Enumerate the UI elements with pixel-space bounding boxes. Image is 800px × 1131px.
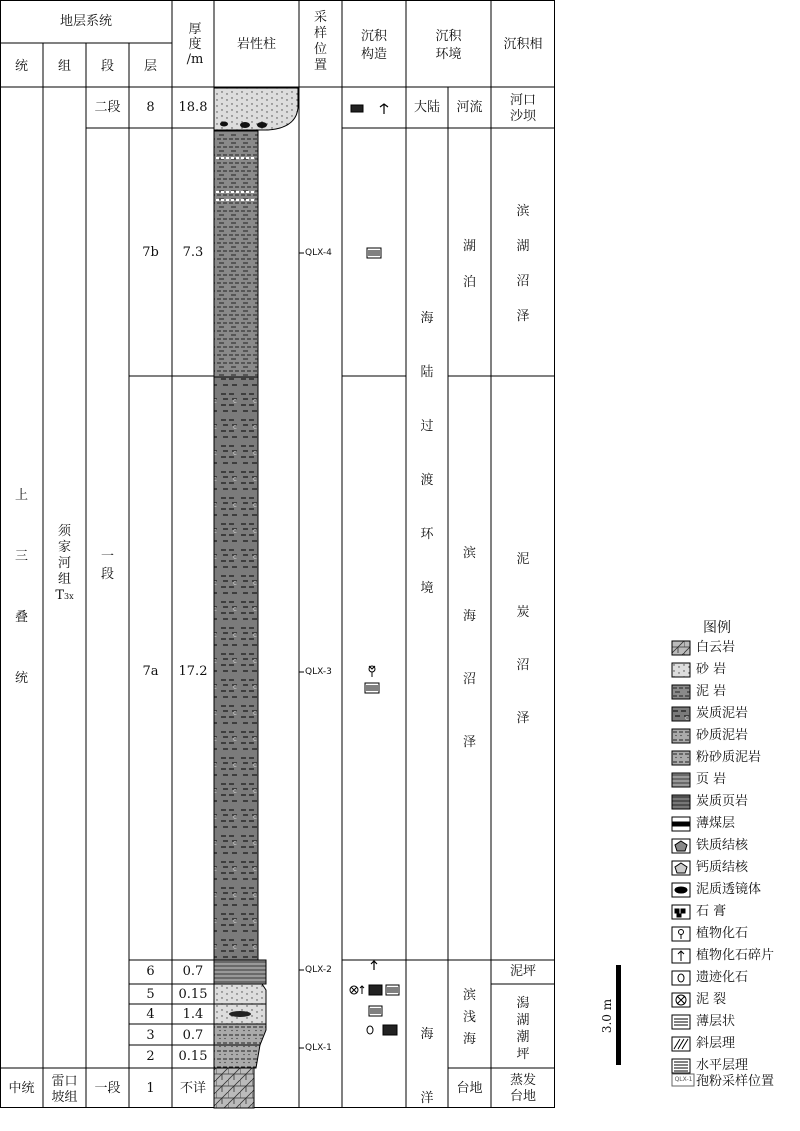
sample-ticks <box>299 253 304 1048</box>
structure-symbols <box>350 104 399 1035</box>
legend-item: 斜层理 <box>696 1036 736 1051</box>
env-continent: 大陆 <box>413 100 440 115</box>
facies-lakeshore-swamp: 滨 湖 沼 泽 <box>516 204 530 324</box>
legend-item: 炭质泥岩 <box>696 706 749 721</box>
facies-estuary-sandbar: 河口 沙坝 <box>509 93 536 124</box>
legend-item: 植物化石 <box>696 926 749 941</box>
mud-crack-icon <box>351 105 363 112</box>
lithology-column <box>214 88 298 1108</box>
env-ocean: 海 洋 <box>420 1027 434 1106</box>
thickness-value: 0.15 <box>178 1049 208 1064</box>
legend-item: 砂 岩 <box>696 662 727 677</box>
layer-1-dolomite <box>214 1068 254 1108</box>
thickness-value: 1.4 <box>182 1007 204 1022</box>
member-1-lower: 一段 <box>94 1081 121 1096</box>
header-sampling-position: 采 样 位 置 <box>313 10 327 73</box>
legend-item: 薄煤层 <box>696 816 736 831</box>
layer-label: 7a <box>142 664 159 679</box>
sample-position-icon-text: QLX-1 <box>674 1076 693 1083</box>
horizontal-bedding-icon <box>365 683 379 693</box>
env-coastal-swamp: 滨 海 沼 泽 <box>462 546 476 750</box>
horizontal-bedding-icon <box>369 985 382 995</box>
legend-item: 钙质结核 <box>696 860 749 875</box>
formation-leikoupo: 雷口 坡组 <box>51 1074 78 1105</box>
layer-2-silty-mudstone <box>214 1045 260 1068</box>
thickness-value: 18.8 <box>178 100 208 115</box>
header-lithology-column: 岩性柱 <box>236 37 276 52</box>
legend-item: 薄层状 <box>696 1014 736 1029</box>
plant-fragment-icon <box>380 104 388 114</box>
legend-title: 图例 <box>703 620 731 636</box>
layer-5-sandstone <box>214 984 266 1004</box>
series-middle: 中统 <box>8 1081 35 1096</box>
legend-item: 石 膏 <box>696 904 727 919</box>
scale-bar <box>616 965 621 1065</box>
mud-crack-icon <box>350 986 358 994</box>
header-formation: 组 <box>57 59 71 74</box>
series-upper-triassic: 上 三 叠 统 <box>14 488 28 686</box>
member-1: 一 段 <box>100 549 114 582</box>
legend-item: 水平层理 <box>696 1058 749 1073</box>
facies-mud-coal-swamp: 泥 炭 沼 泽 <box>516 552 530 726</box>
header-sed-structure: 沉积 构造 <box>360 29 387 62</box>
header-thickness: 厚 度 /m <box>186 22 204 67</box>
header-sed-facies: 沉积相 <box>503 37 543 52</box>
thickness-value: 不详 <box>179 1081 206 1096</box>
header-layer: 层 <box>143 59 157 74</box>
trace-fossil-icon <box>367 1026 373 1034</box>
env-transition: 海 陆 过 渡 环 境 <box>420 311 434 596</box>
legend-item: 炭质页岩 <box>696 794 749 809</box>
thickness-value: 17.2 <box>178 664 208 679</box>
legend-item: 植物化石碎片 <box>696 948 775 963</box>
thickness-value: 7.3 <box>182 245 204 260</box>
env-river: 河流 <box>456 100 483 115</box>
legend-icons <box>672 641 694 1086</box>
thickness-value: 0.15 <box>178 987 208 1002</box>
header-sed-environment: 沉积 环境 <box>435 29 462 62</box>
layer-label: 3 <box>146 1028 155 1043</box>
layer-label: 5 <box>146 987 155 1002</box>
legend-item: 粉砂质泥岩 <box>696 750 762 765</box>
plant-fragment-icon <box>371 961 377 970</box>
env-lake: 湖 泊 <box>462 239 476 290</box>
formation-xujiahe: 须 家 河 组 T3x <box>55 524 74 603</box>
horizontal-bedding-icon <box>386 985 399 995</box>
layer-6-shale <box>214 960 266 984</box>
layer-label: 1 <box>146 1081 155 1096</box>
layer-7a-carbonaceous-mudstone <box>214 377 258 960</box>
horizontal-bedding-icon <box>367 248 381 258</box>
legend-item: 遗迹化石 <box>696 970 749 985</box>
layer-label: 2 <box>146 1049 155 1064</box>
env-coastal-shallow-sea: 滨 浅 海 <box>462 988 476 1047</box>
layer-label: 4 <box>146 1007 155 1022</box>
scale-label: 3.0 m <box>600 998 614 1034</box>
horizontal-bedding-icon <box>369 1006 382 1016</box>
legend-item: 泥 裂 <box>696 992 727 1007</box>
layer-7b-mudstone <box>214 131 258 377</box>
layer-3-silty-mudstone <box>214 1024 266 1045</box>
header-member: 段 <box>100 59 114 74</box>
layer-label: 8 <box>146 100 155 115</box>
legend-item: 泥 岩 <box>696 684 727 699</box>
legend-item: 泥质透镜体 <box>696 882 762 897</box>
member-2: 二段 <box>94 100 121 115</box>
thickness-value: 0.7 <box>182 964 204 979</box>
sample-label: QLX-4 <box>305 248 332 258</box>
env-platform: 台地 <box>456 1081 483 1096</box>
horizontal-bedding-icon <box>383 1025 397 1035</box>
layer-label: 6 <box>146 964 155 979</box>
plant-fossil-icon <box>369 666 375 677</box>
thickness-value: 0.7 <box>182 1028 204 1043</box>
sample-label: QLX-1 <box>305 1043 332 1053</box>
header-series: 统 <box>14 59 28 74</box>
legend-item: 砂质泥岩 <box>696 728 749 743</box>
legend-item: 孢粉采样位置 <box>696 1074 775 1089</box>
facies-evaporite-platform: 蒸发 台地 <box>509 1073 536 1104</box>
legend-item: 铁质结核 <box>696 838 749 853</box>
facies-lagoon-tidal-flat: 潟 湖 潮 坪 <box>516 996 530 1062</box>
sample-label: QLX-2 <box>305 965 332 975</box>
plant-fragment-icon <box>360 986 364 994</box>
facies-mud-flat: 泥坪 <box>509 964 536 979</box>
legend-item: 白云岩 <box>696 640 736 655</box>
layer-label: 7b <box>142 245 159 260</box>
sample-label: QLX-3 <box>305 667 332 677</box>
legend-item: 页 岩 <box>696 772 727 787</box>
header-stratigraphic-system: 地层系统 <box>59 14 112 29</box>
legend-list <box>696 641 800 1091</box>
